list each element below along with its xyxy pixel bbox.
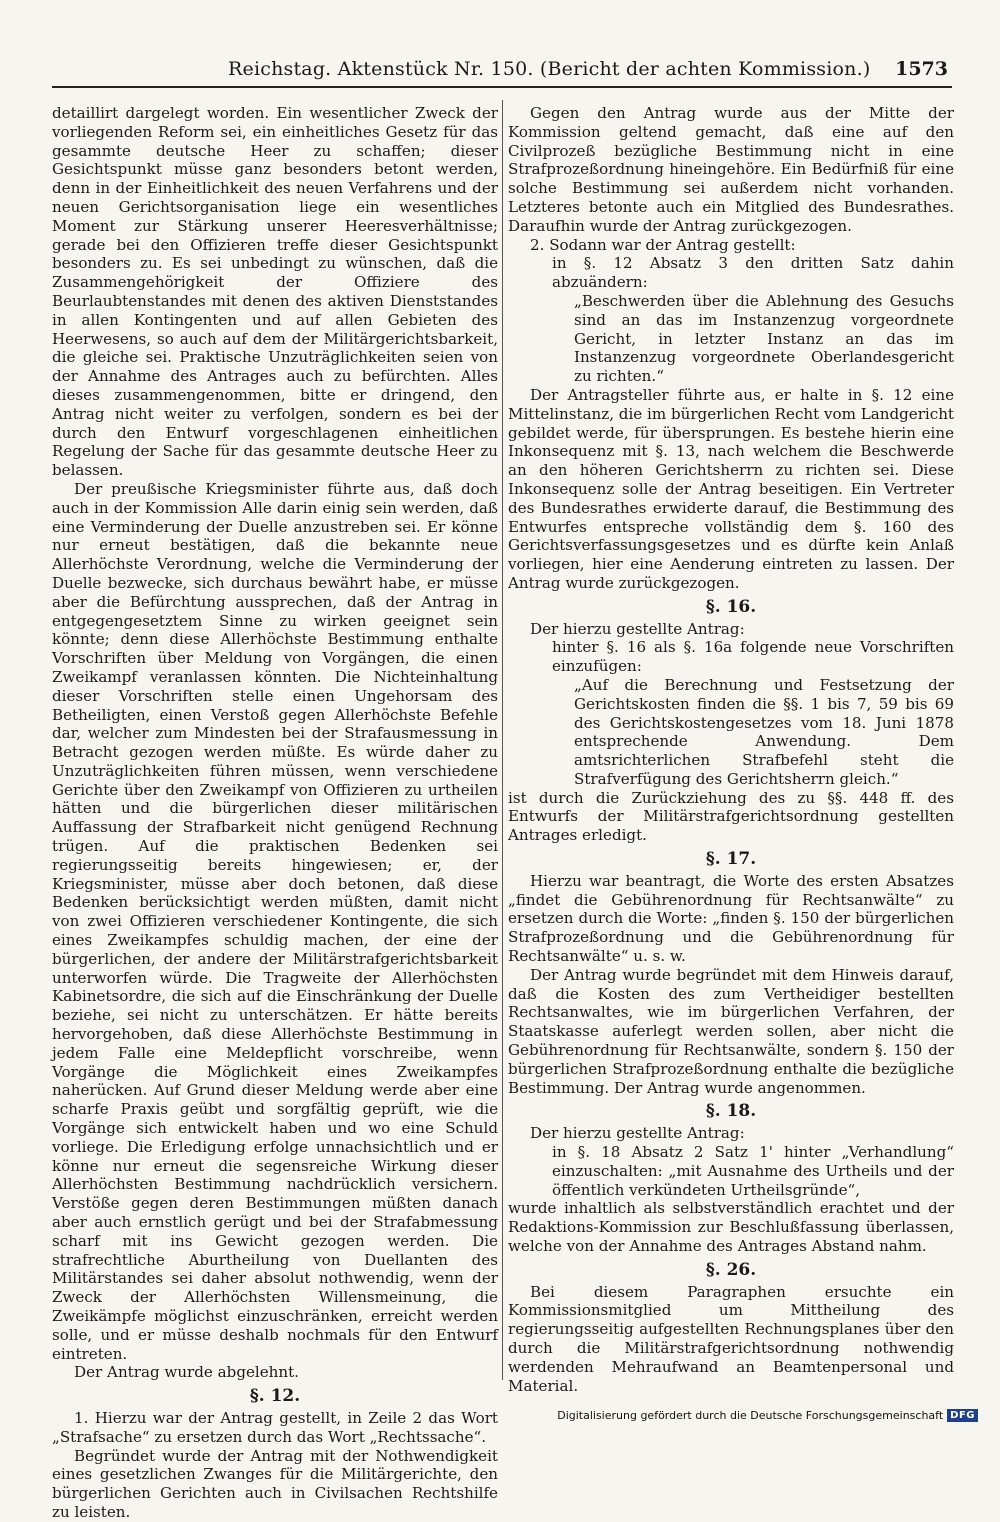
- section-heading: §. 26.: [705, 1259, 757, 1280]
- paragraph: wurde inhaltlich als selbstverständlich erachtet und der Redaktions-Kommission zur Beschlußfassung überlassen, welche von der Annahme des Antrages Abstand nahm.: [508, 1199, 954, 1256]
- paragraph: Bei diesem Paragraphen ersuchte ein Kommissionsmitglied um Mittheilung des regierungsseitig aufgestellten Rechnungsplanes über den durch die Militärstrafgerichtsordnung nothwendig werdenden Mehraufwand an Beamtenpersonal und Material.: [508, 1282, 954, 1395]
- paragraph: Der preußische Kriegsminister führte aus, daß doch auch in der Kommission Alle darin einig sein werden, daß eine Verminderung der Duelle anzustreben sei. Er könne nur erneut bestätigen, daß die bekannte neue Allerhöchste Verordnung, welche die Verminderung der Duelle bezwecke, sich durchaus bewährt habe, er müsse aber die Befürchtung aussprechen, daß der Antrag in entgegengesetztem Sinne zu wirken geeignet sein könnte; denn diese Allerhöchste Bestimmung enthalte Vorschriften über Meldung von Vorgängen, die einen Zweikampf veranlassen könnten. Die Nichteinhaltung dieser Vorschriften stelle einen Ungehorsam des Betheiligten, einen Verstoß gegen Allerhöchste Befehle dar, welcher zum Mindesten bei der Strafausmessung in Betracht gezogen werden müßte. Es würde daher zu Unzuträglichkeiten führen müssen, wenn verschiedene Gerichte über den Zweikampf von Offizieren zu urtheilen hätten und die bürgerlichen dieser militärischen Auffassung der Strafbarkeit nicht genügend Rechnung trügen. Auf die praktischen Bedenken sei regierungsseitig bereits hingewiesen; er, der Kriegsminister, müsse aber doch betonen, daß diese Bedenken berücksichtigt werden müßten, damit nicht von zwei Offizieren verschiedener Kontingente, die sich eines Zweikampfes schuldig machen, der eine der bürgerlichen, der andere der Militärstrafgerichtsbarkeit unterworfen würde. Die Tragweite der Allerhöchsten Kabinetsordre, die sich auf die Einschränkung der Duelle beziehe, sei nicht zu unterschätzen. Er hätte bereits hervorgehoben, daß diese Allerhöchste Bestimmung in jedem Falle eine Meldepflicht vorschreibe, wenn Vorgänge die Möglichkeit eines Zweikampfes naherücken. Auf Grund dieser Meldung werde aber eine scharfe Praxis geübt und sorgfältig geprüft, wie die Vorgänge sich entwickelt haben und wo eine Schuld vorliege. Die Erledigung erfolge unnachsichtlich und er könne nur erneut die segensreiche Wirkung dieser Allerhöchsten Bestimmung nachdrücklich versichern. Verstöße gegen deren Bestimmungen müßten danach aber auch ernstlich gerügt und bei der Strafabmessung scharf mit ins Gewicht gezogen werden. Die strafrechtliche Aburtheilung von Duellanten des Militärstandes sei daher absolut nothwendig, wenn der Zweck der Allerhöchsten Willensmeinung, die Zweikämpfe möglichst einzuschränken, erreicht werden solle, und er müsse deshalb nochmals für den Entwurf eintreten.: [52, 479, 498, 1363]
- left-column: [52, 104, 498, 1522]
- paragraph: Begründet wurde der Antrag mit der Nothwendigkeit eines gesetzlichen Zwanges für die Militärgerichte, den bürgerlichen Gerichten auch in Civilsachen Rechtshilfe zu leisten.: [52, 1446, 498, 1521]
- paragraph: Der hierzu gestellte Antrag:: [530, 1124, 745, 1143]
- quotation: „Auf die Berechnung und Festsetzung der Gerichtskosten finden die §§. 1 bis 7, 59 bis 69 des Gerichtskostengesetzes vom 18. Juni 1878 entsprechende Anwendung. Dem amtsrichterlichen Strafbefehl steht die Strafverfügung des Gerichtsherrn gleich.“: [574, 675, 954, 788]
- header-rule: [52, 86, 952, 88]
- section-heading: §. 17.: [705, 849, 757, 870]
- paragraph: Der Antragsteller führte aus, er halte in §. 12 eine Mittelinstanz, die im bürgerlichen Recht vom Landgericht gebildet werde, für übersprungen. Es bestehe hierin eine Inkonsequenz mit §. 13, nach welchem die Beschwerde an den höheren Gerichtsherrn zu richten sei. Diese Inkonsequenz solle der Antrag beseitigen. Ein Vertreter des Bundesrathes erwiderte darauf, die Bestimmung des Entwurfes entspreche vollständig dem §. 160 des Gerichtsverfassungsgesetzes und es dürfte kein Anlaß vorliegen, hier eine Aenderung eintreten zu lassen. Der Antrag wurde zurückgezogen.: [508, 385, 954, 592]
- paragraph: detaillirt dargelegt worden. Ein wesentlicher Zweck der vorliegenden Reform sei, ein einheitliches Gesetz für das gesammte deutsche Heer zu schaffen; dieser Gesichtspunkt müsse ganz besonders betont werden, denn in der Einheitlichkeit des neuen Verfahrens und der neuen Gerichtsorganisation liege ein wesentliches Moment zur Stärkung unserer Heeresverhältnisse; gerade bei den Offizieren treffe dieser Gesichtspunkt besonders zu. Es sei unbedingt zu wünschen, daß die Zusammengehörigkeit der Offiziere des Beurlaubtenstandes mit denen des aktiven Dienststandes in allen Kontingenten und auf allen Gebieten des Heerwesens, so auch auf dem der Militärgerichtsbarkeit, die gleiche sei. Praktische Unzuträglichkeiten seien von der Annahme des Antrages auch zu befürchten. Alles dieses zusammengenommen, bitte er dringend, den Antrag nicht weiter zu verfolgen, sondern es bei der durch den Entwurf vorgeschlagenen einheitlichen Regelung der Sache für das gesammte deutsche Heer zu belassen.: [52, 104, 498, 480]
- quotation: „Beschwerden über die Ablehnung des Gesuchs sind an das im Instanzenzug vorgeordnete Gericht, in letzter Instanz an das im Instanzenzug vorgeordnete Oberlandesgericht zu richten.“: [574, 291, 954, 386]
- running-title: Reichstag. Aktenstück Nr. 150. (Bericht der achten Kommission.): [228, 58, 871, 80]
- digitization-credit: [557, 1409, 978, 1422]
- paragraph: in §. 12 Absatz 3 den dritten Satz dahin abzuändern:: [552, 254, 954, 292]
- page-number: 1573: [895, 58, 948, 80]
- paragraph: Gegen den Antrag wurde aus der Mitte der Kommission geltend gemacht, daß eine auf den Civilprozeß bezügliche Bestimmung nicht in eine Strafprozeßordnung hineingehöre. Ein Bedürfniß für eine solche Bestimmung sei außerdem nicht vorhanden. Letzteres betonte auch ein Mitglied des Bundesrathes. Daraufhin wurde der Antrag zurückgezogen.: [508, 104, 954, 235]
- right-column: [508, 104, 954, 1395]
- paragraph: in §. 18 Absatz 2 Satz 1' hinter „Verhandlung“ einzuschalten: „mit Ausnahme des Urtheils und der öffentlich verkündeten Urtheilsgründe“,: [552, 1143, 954, 1199]
- paragraph: 1. Hierzu war der Antrag gestellt, in Zeile 2 das Wort „Strafsache“ zu ersetzen durch das Wort „Rechtssache“.: [52, 1408, 498, 1446]
- page-header: [52, 54, 952, 88]
- paragraph: ist durch die Zurückziehung des zu §§. 448 ff. des Entwurfs der Militärstrafgerichtsordnung gestellten Antrages erledigt.: [508, 788, 954, 845]
- section-heading: §. 12.: [249, 1386, 301, 1407]
- section-heading: §. 16.: [705, 596, 757, 617]
- column-divider: [502, 100, 503, 1380]
- paragraph: 2. Sodann war der Antrag gestellt:: [530, 235, 796, 254]
- dfg-logo: DFG: [947, 1409, 978, 1422]
- paragraph: Der Antrag wurde begründet mit dem Hinweis darauf, daß die Kosten des zum Vertheidiger bestellten Rechtsanwaltes, wie im bürgerlichen Verfahren, der Staatskasse auferlegt werden sollen, aber nicht die Gebührenordnung für Rechtsanwälte, sondern §. 150 der bürgerlichen Strafprozeßordnung enthalte die bezügliche Bestimmung. Der Antrag wurde angenommen.: [508, 965, 954, 1097]
- paragraph: Hierzu war beantragt, die Worte des ersten Absatzes „findet die Gebührenordnung für Rechtsanwälte“ zu ersetzen durch die Worte: „finden §. 150 der bürgerlichen Strafprozeßordnung und die Gebührenordnung für Rechtsanwälte“ u. s. w.: [508, 871, 954, 966]
- credit-text: Digitalisierung gefördert durch die Deutsche Forschungsgemeinschaft: [557, 1409, 944, 1422]
- paragraph: Der Antrag wurde abgelehnt.: [74, 1363, 299, 1382]
- paragraph: hinter §. 16 als §. 16a folgende neue Vorschriften einzufügen:: [552, 638, 954, 676]
- section-heading: §. 18.: [705, 1101, 757, 1122]
- paragraph: Der hierzu gestellte Antrag:: [530, 619, 745, 638]
